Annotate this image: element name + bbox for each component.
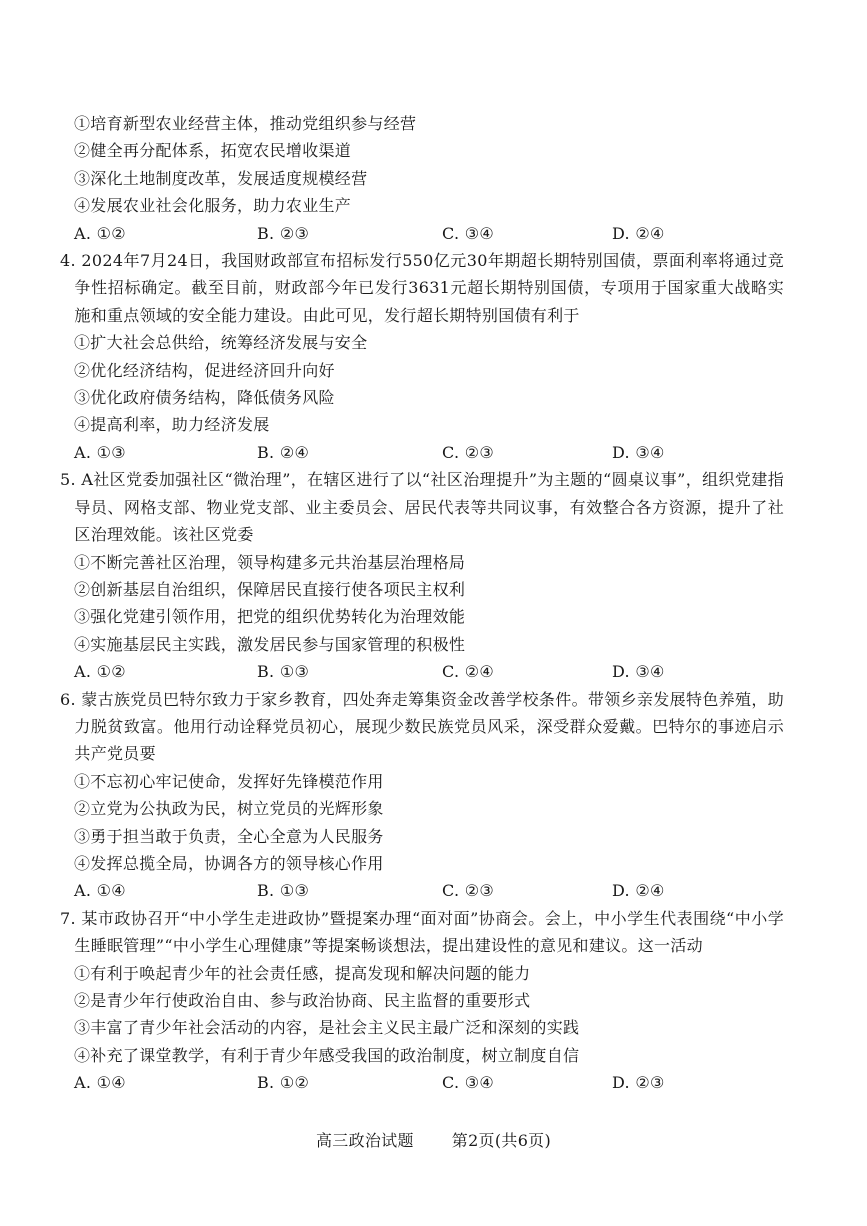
answer-choices xyxy=(74,1069,784,1096)
choice-d: D. ②④ xyxy=(612,881,665,901)
exam-page xyxy=(60,110,784,1097)
question-stem: 6. 蒙古族党员巴特尔致力于家乡教育，四处奔走筹集资金改善学校条件。带领乡亲发展特色养殖，助力脱贫致富。他用行动诠释党员初心，展现少数民族党员风采，深受群众爱戴。巴特尔的事迹启示共产党员要 xyxy=(60,689,784,764)
option-item: ④发展农业社会化服务，助力农业生产 xyxy=(74,196,352,216)
choice-b: B. ②③ xyxy=(257,223,310,243)
question-6 xyxy=(60,686,784,905)
question-5 xyxy=(60,466,784,685)
question-stem: 5. A社区党委加强社区“微治理”，在辖区进行了以“社区治理提升”为主题的“圆桌议事”，组织党建指导员、网格支部、物业党支部、业主委员会、居民代表等共同议事，有效整合各方资源，提升了社区治理效能。该社区党委 xyxy=(60,470,784,545)
choice-a: A. ①② xyxy=(74,223,126,243)
choice-c: C. ③④ xyxy=(442,223,495,243)
choice-c: C. ②④ xyxy=(442,662,495,682)
option-item: ①有利于唤起青少年的社会责任感，提高发现和解决问题的能力 xyxy=(74,963,531,983)
footer-subject: 高三政治试题 xyxy=(315,1131,414,1150)
choice-d: D. ②④ xyxy=(612,223,665,243)
option-item: ①培育新型农业经营主体，推动党组织参与经营 xyxy=(74,114,417,133)
choice-a: A. ①④ xyxy=(74,881,126,901)
question-7 xyxy=(60,905,784,1097)
choice-a: A. ①② xyxy=(74,662,126,682)
option-item: ②创新基层自治组织，保障居民直接行使各项民主权利 xyxy=(74,579,466,599)
page-footer xyxy=(0,1128,867,1151)
footer-page-number: 第2页(共6页) xyxy=(451,1131,552,1150)
answer-choices xyxy=(74,439,784,466)
option-item: ④提高利率，助力经济发展 xyxy=(74,415,270,435)
answer-choices xyxy=(74,877,784,904)
option-item: ③优化政府债务结构，降低债务风险 xyxy=(74,388,335,408)
option-item: ②立党为公执政为民，树立党员的光辉形象 xyxy=(74,799,384,819)
choice-d: D. ③④ xyxy=(612,442,665,462)
choice-d: D. ③④ xyxy=(612,662,665,682)
option-item: ③勇于担当敢于负责，全心全意为人民服务 xyxy=(74,826,384,846)
answer-choices xyxy=(74,658,784,685)
choice-c: C. ②③ xyxy=(442,881,495,901)
choice-c: C. ③④ xyxy=(442,1073,495,1093)
choice-b: B. ①② xyxy=(257,1073,310,1093)
choice-b: B. ①③ xyxy=(257,881,310,901)
option-item: ③深化土地制度改革，发展适度规模经营 xyxy=(74,168,368,188)
option-item: ③强化党建引领作用，把党的组织优势转化为治理效能 xyxy=(74,607,466,627)
option-item: ④补充了课堂教学，有利于青少年感受我国的政治制度，树立制度自信 xyxy=(74,1045,580,1065)
choice-a: A. ①③ xyxy=(74,442,126,462)
choice-a: A. ①④ xyxy=(74,1073,126,1093)
choice-d: D. ②③ xyxy=(612,1073,665,1093)
option-item: ①不断完善社区治理，领导构建多元共治基层治理格局 xyxy=(74,552,466,572)
option-item: ③丰富了青少年社会活动的内容，是社会主义民主最广泛和深刻的实践 xyxy=(74,1018,580,1038)
option-item: ④发挥总揽全局，协调各方的领导核心作用 xyxy=(74,853,384,873)
option-item: ④实施基层民主实践，激发居民参与国家管理的积极性 xyxy=(74,634,466,654)
answer-choices xyxy=(74,220,784,247)
choice-b: B. ①③ xyxy=(257,662,310,682)
option-item: ②优化经济结构，促进经济回升向好 xyxy=(74,360,335,380)
option-item: ②是青少年行使政治自由、参与政治协商、民主监督的重要形式 xyxy=(74,991,531,1010)
question-stem: 4. 2024年7月24日，我国财政部宣布招标发行550亿元30年期超长期特别国债，票面利率将通过竞争性招标确定。截至目前，财政部今年已发行3631元超长期特别国债，专项用于国家重大战略实施和重点领域的安全能力建设。由此可见，发行超长期特别国债有利于 xyxy=(60,251,784,325)
choice-c: C. ②③ xyxy=(442,442,495,462)
option-item: ①不忘初心牢记使命，发挥好先锋模范作用 xyxy=(74,771,384,791)
question-4 xyxy=(60,247,784,466)
choice-b: B. ②④ xyxy=(257,442,310,462)
option-item: ②健全再分配体系，拓宽农民增收渠道 xyxy=(74,141,352,161)
question-stem: 7. 某市政协召开“中小学生走进政协”暨提案办理“面对面”协商会。会上，中小学生代表围绕“中小学生睡眠管理”“中小学生心理健康”等提案畅谈想法，提出建设性的意见和建议。这一活动 xyxy=(60,908,784,956)
option-item: ①扩大社会总供给，统筹经济发展与安全 xyxy=(74,333,368,353)
question-3 xyxy=(74,110,784,247)
